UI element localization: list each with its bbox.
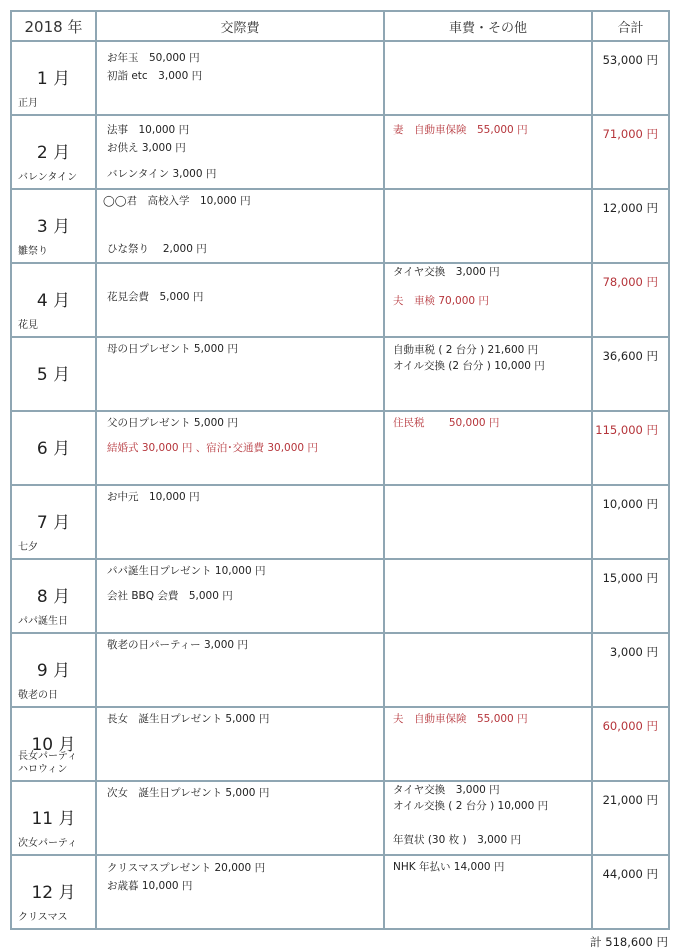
- header-social-expenses: 交際費: [97, 12, 385, 42]
- month-label: 3 月: [36, 217, 71, 237]
- event-label: 七夕: [18, 542, 38, 553]
- event-label: クリスマス: [18, 912, 68, 923]
- car-other-cell: [385, 782, 593, 856]
- social-expense-item: 法事 10,000 円: [107, 124, 190, 136]
- social-expense-cell: [97, 190, 385, 264]
- car-other-cell: [385, 42, 593, 116]
- car-other-item: オイル交換 ( 2 台分 ) 10,000 円: [393, 800, 549, 812]
- row-total: 53,000 円: [602, 53, 658, 67]
- row-total-cell: [593, 412, 670, 486]
- row-total-cell: [593, 708, 670, 782]
- expense-table: [10, 10, 670, 930]
- social-expense-item: バレンタイン 3,000 円: [107, 168, 217, 180]
- month-label: 11 月: [31, 809, 76, 829]
- month-cell: [12, 264, 97, 338]
- row-total-cell: [593, 190, 670, 264]
- event-label: 花見: [18, 320, 38, 331]
- social-expense-item: パパ誕生日プレゼント 10,000 円: [107, 565, 266, 577]
- month-label: 5 月: [36, 365, 71, 385]
- social-expense-item: クリスマスプレゼント 20,000 円: [107, 862, 266, 874]
- event-label: 敬老の日: [18, 690, 58, 701]
- grand-total: 計 518,600 円: [590, 935, 668, 949]
- social-expense-cell: [97, 42, 385, 116]
- car-other-cell: [385, 264, 593, 338]
- social-expense-cell: [97, 708, 385, 782]
- row-total-cell: [593, 338, 670, 412]
- social-expense-cell: [97, 782, 385, 856]
- social-expense-cell: [97, 264, 385, 338]
- car-other-cell: [385, 560, 593, 634]
- header-year: 2018 年: [12, 12, 97, 42]
- car-other-item: 夫 車検 70,000 円: [393, 295, 489, 307]
- event-label: 次女パーティ: [18, 838, 78, 849]
- month-cell: [12, 856, 97, 930]
- month-cell: [12, 338, 97, 412]
- social-expense-cell: [97, 634, 385, 708]
- social-expense-item: 花見会費 5,000 円: [107, 291, 204, 303]
- event-label: 正月: [18, 98, 38, 109]
- event-label: パパ誕生日: [18, 616, 68, 627]
- row-total: 15,000 円: [602, 571, 658, 585]
- month-cell: [12, 486, 97, 560]
- car-other-item: タイヤ交換 3,000 円: [393, 784, 500, 796]
- month-label: 6 月: [36, 439, 71, 459]
- social-expense-item: 長女 誕生日プレゼント 5,000 円: [107, 713, 270, 725]
- social-expense-item: ◯◯君 高校入学 10,000 円: [103, 195, 251, 207]
- social-expense-item: 母の日プレゼント 5,000 円: [107, 343, 238, 355]
- month-cell: [12, 116, 97, 190]
- social-expense-cell: [97, 116, 385, 190]
- social-expense-item: お歳暮 10,000 円: [107, 880, 193, 892]
- car-other-item: 妻 自動車保険 55,000 円: [393, 124, 528, 136]
- month-label: 7 月: [36, 513, 71, 533]
- car-other-cell: [385, 486, 593, 560]
- row-total: 36,600 円: [602, 349, 658, 363]
- car-other-item: オイル交換 (2 台分 ) 10,000 円: [393, 360, 545, 372]
- month-label: 8 月: [36, 587, 71, 607]
- row-total-cell: [593, 856, 670, 930]
- car-other-item: 夫 自動車保険 55,000 円: [393, 713, 528, 725]
- month-cell: [12, 412, 97, 486]
- social-expense-item: ひな祭り 2,000 円: [107, 243, 207, 255]
- row-total: 21,000 円: [602, 793, 658, 807]
- car-other-cell: [385, 338, 593, 412]
- row-total: 60,000 円: [602, 719, 658, 733]
- social-expense-item: 敬老の日パーティー 3,000 円: [107, 639, 248, 651]
- social-expense-cell: [97, 412, 385, 486]
- car-other-cell: [385, 708, 593, 782]
- event-label: 雛祭り: [18, 246, 48, 257]
- car-other-item: 年賀状 (30 枚 ) 3,000 円: [393, 834, 521, 846]
- event-label: 長女パーティ ハロウィン: [18, 751, 78, 775]
- car-other-cell: [385, 116, 593, 190]
- social-expense-item: 会社 BBQ 会費 5,000 円: [107, 590, 233, 602]
- row-total-cell: [593, 486, 670, 560]
- row-total: 10,000 円: [602, 497, 658, 511]
- month-label: 2 月: [36, 143, 71, 163]
- month-label: 4 月: [36, 291, 71, 311]
- header-total: 合計: [593, 12, 670, 42]
- row-total: 78,000 円: [602, 275, 658, 289]
- row-total-cell: [593, 782, 670, 856]
- social-expense-item: 次女 誕生日プレゼント 5,000 円: [107, 787, 270, 799]
- row-total: 115,000 円: [595, 423, 658, 437]
- month-label: 9 月: [36, 661, 71, 681]
- month-cell: [12, 634, 97, 708]
- month-label: 10 月: [31, 735, 76, 755]
- car-other-item: タイヤ交換 3,000 円: [393, 266, 500, 278]
- row-total-cell: [593, 116, 670, 190]
- row-total: 44,000 円: [602, 867, 658, 881]
- month-cell: [12, 708, 97, 782]
- social-expense-cell: [97, 486, 385, 560]
- row-total-cell: [593, 634, 670, 708]
- month-cell: [12, 42, 97, 116]
- car-other-cell: [385, 634, 593, 708]
- social-expense-cell: [97, 338, 385, 412]
- row-total-cell: [593, 560, 670, 634]
- social-expense-item: 初詣 etc 3,000 円: [107, 70, 203, 82]
- car-other-item: NHK 年払い 14,000 円: [393, 861, 505, 873]
- header-car-other: 車費・その他: [385, 12, 593, 42]
- month-cell: [12, 782, 97, 856]
- row-total-cell: [593, 264, 670, 338]
- month-cell: [12, 560, 97, 634]
- row-total-cell: [593, 42, 670, 116]
- social-expense-item: 結婚式 30,000 円 、宿泊･交通費 30,000 円: [107, 442, 318, 454]
- row-total: 12,000 円: [602, 201, 658, 215]
- month-cell: [12, 190, 97, 264]
- car-other-item: 自動車税 ( 2 台分 ) 21,600 円: [393, 344, 539, 356]
- social-expense-cell: [97, 560, 385, 634]
- month-label: 1 月: [36, 69, 71, 89]
- car-other-item: 住民税 50,000 円: [393, 417, 500, 429]
- social-expense-item: お中元 10,000 円: [107, 491, 200, 503]
- month-label: 12 月: [31, 883, 76, 903]
- social-expense-item: お供え 3,000 円: [107, 142, 186, 154]
- car-other-cell: [385, 412, 593, 486]
- social-expense-item: 父の日プレゼント 5,000 円: [107, 417, 238, 429]
- car-other-cell: [385, 856, 593, 930]
- social-expense-cell: [97, 856, 385, 930]
- social-expense-item: お年玉 50,000 円: [107, 52, 200, 64]
- row-total: 3,000 円: [609, 645, 658, 659]
- row-total: 71,000 円: [602, 127, 658, 141]
- event-label: バレンタイン: [18, 172, 78, 183]
- car-other-cell: [385, 190, 593, 264]
